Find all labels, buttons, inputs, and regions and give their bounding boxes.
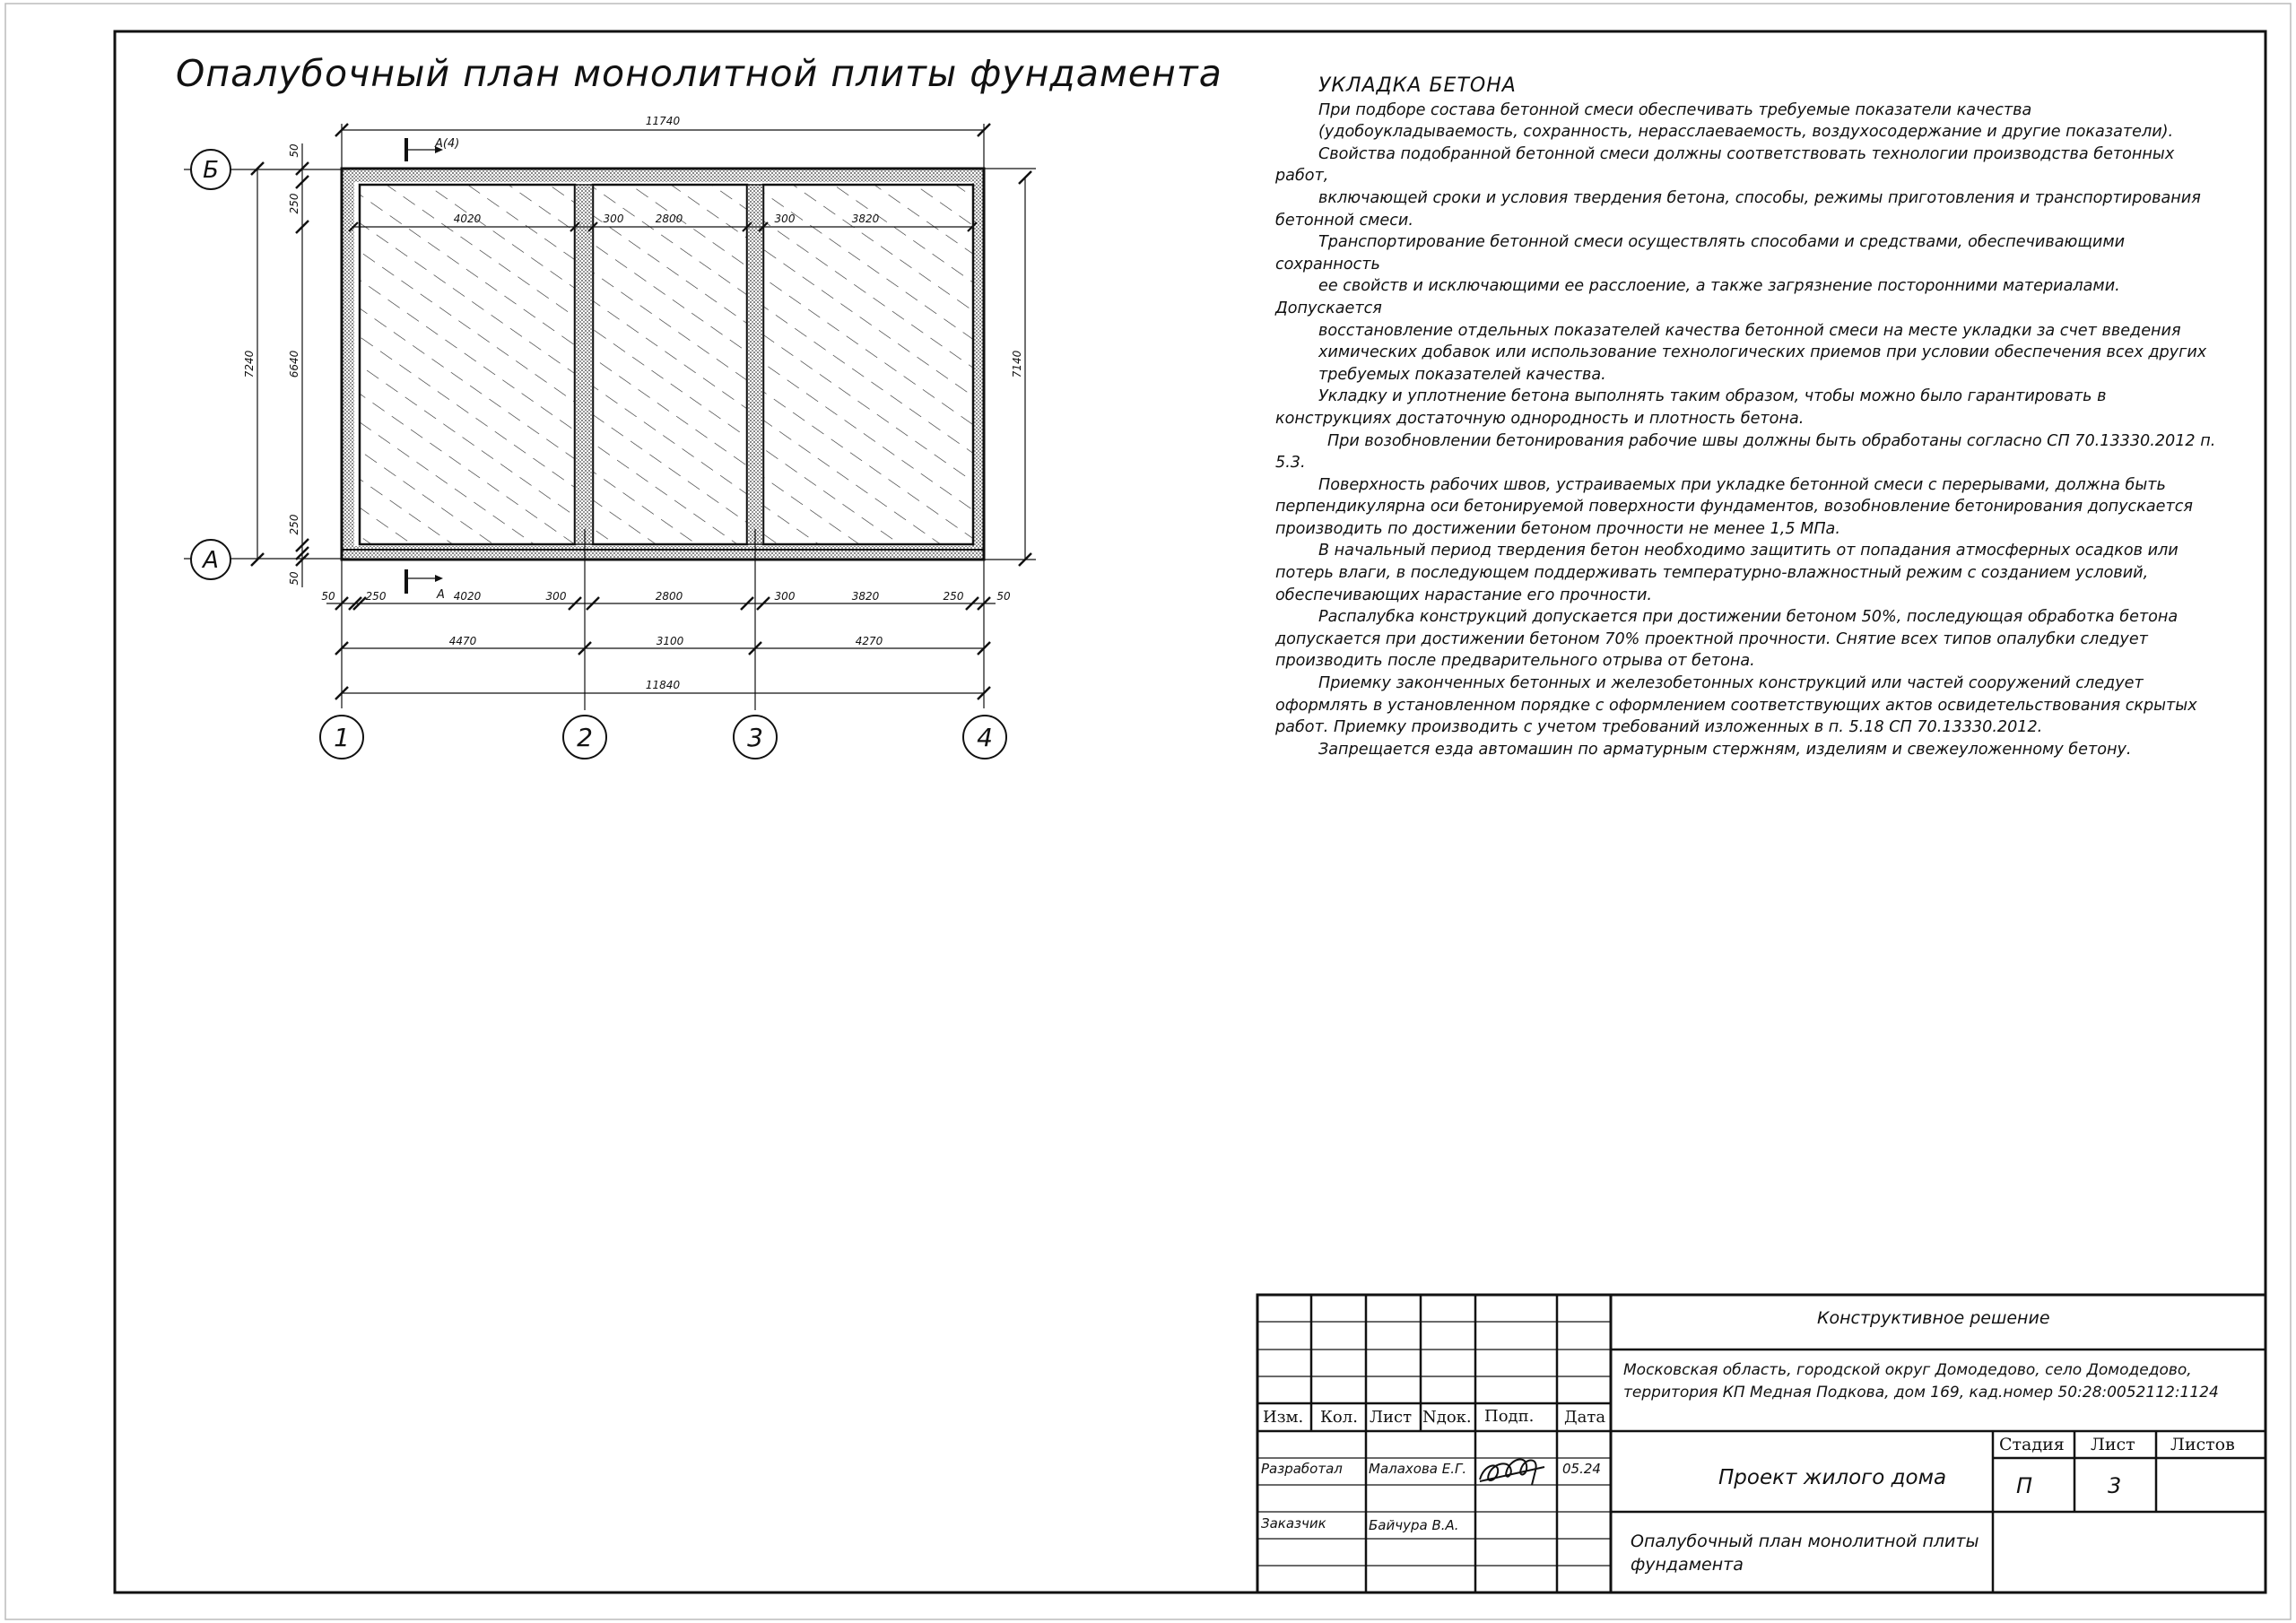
notes-line: восстановление отдельных показателей качества бетонной смеси на месте укладки за счет введения (1318, 321, 2181, 340)
tb-header-data: Дата (1564, 1408, 1606, 1427)
signature (1480, 1459, 1544, 1485)
drawing-title: Опалубочный план монолитной плиты фундамента (176, 52, 1222, 95)
notes-line: При подборе состава бетонной смеси обеспечивать требуемые показатели качества (1318, 100, 2032, 119)
notes-line: 5.3. (1275, 454, 1306, 473)
bay-2 (593, 185, 747, 544)
dim-bottom-8: 250 (943, 590, 964, 603)
notes-line: оформлять в установленном порядке с оформлением соответствующих актов освидетельствования скрытых (1275, 696, 2197, 715)
dim-inner-top-1: 4020 (453, 213, 482, 225)
notes-line: сохранность (1275, 255, 1380, 273)
dim-left-5: 50 (288, 571, 300, 586)
notes-line: обеспечивающих нарастание его прочности. (1275, 586, 1652, 604)
tb-header-ndok: Nдок. (1422, 1408, 1472, 1427)
dim-bottom-7: 3820 (851, 590, 880, 603)
dim-bottom-2: 250 (365, 590, 387, 603)
tb-customer: Байчура В.А. (1369, 1517, 1459, 1533)
notes-line: химических добавок или использование технологических приемов при условии обеспечения всех других (1318, 343, 2207, 362)
tb-address-2: территория КП Медная Подкова, дом 169, кад.номер 50:28:0052112:1124 (1623, 1384, 2219, 1402)
tb-section: Конструктивное решение (1817, 1308, 2050, 1328)
dim-axes-3-4: 4270 (855, 635, 883, 647)
tb-sheets-header: Листов (2170, 1435, 2235, 1454)
tb-sheet-header: Лист (2091, 1435, 2135, 1454)
dim-axes-2-3: 3100 (656, 635, 684, 647)
section-mark-top: А(4) (435, 137, 460, 151)
notes-line: Поверхность рабочих швов, устраиваемых при укладке бетонной смеси с перерывами, должна быть (1318, 475, 2166, 494)
bay-3 (763, 185, 973, 544)
notes-line: При возобновлении бетонирования рабочие швы должны быть обработаны согласно СП 70.13330.2012 п. (1327, 431, 2216, 450)
dim-bottom-6: 300 (774, 590, 796, 603)
tb-developer: Малахова Е.Г. (1369, 1461, 1467, 1477)
notes-line: требуемых показателей качества. (1318, 365, 1606, 384)
tb-project: Проект жилого дома (1718, 1466, 1947, 1489)
notes-line: В начальный период твердения бетон необходимо защитить от попадания атмосферных осадков или (1318, 542, 2179, 560)
notes-line: допускается при достижении бетоном 70% проектной прочности. Снятие всех типов опалубки следует (1275, 629, 2148, 648)
notes-line: Транспортирование бетонной смеси осуществлять способами и средствами, обеспечивающими (1318, 233, 2126, 252)
axis-label-4: 4 (977, 723, 993, 752)
concrete-notes (1275, 75, 2226, 760)
dim-bottom-overall: 11840 (645, 679, 681, 691)
notes-line: потерь влаги, в последующем поддерживать температурно-влажностный режим с созданием условий, (1275, 564, 2149, 583)
tb-header-podp: Подп. (1484, 1407, 1535, 1426)
axis-label-b: Б (203, 157, 219, 184)
tb-header-kol: Кол. (1320, 1408, 1358, 1427)
rib-2 (575, 185, 593, 544)
tb-address-1: Московская область, городской округ Домодедово, село Домодедово, (1623, 1361, 2192, 1379)
tb-header-list: Лист (1370, 1408, 1413, 1427)
notes-line: производить после предварительного отрыва от бетона. (1275, 652, 1755, 671)
notes-line: Приемку законченных бетонных и железобетонных конструкций или частей сооружений следует (1318, 674, 2144, 693)
notes-heading: УКЛАДКА БЕТОНА (1318, 74, 1517, 97)
notes-line: бетонной смеси. (1275, 211, 1413, 230)
notes-line: работ, (1275, 167, 1329, 186)
dim-bottom-1: 50 (321, 590, 335, 603)
notes-line: Запрещается езда автомашин по арматурным стержням, изделиям и свежеуложенному бетону. (1318, 740, 2132, 759)
dim-bottom-3: 4020 (453, 590, 482, 603)
tb-drawing-name-2: фундамента (1631, 1555, 1744, 1575)
axis-label-3: 3 (747, 723, 763, 752)
notes-line: Свойства подобранной бетонной смеси должны соответствовать технологии производства бетонных (1318, 144, 2175, 163)
dim-top-overall: 11740 (645, 115, 681, 127)
tb-date: 05.24 (1562, 1461, 1601, 1477)
dim-left-3: 6640 (288, 350, 300, 378)
notes-line: включающей сроки и условия твердения бетона, способы, режимы приготовления и транспортирования (1318, 188, 2201, 207)
notes-line: работ. Приемку производить с учетом требований изложенных в п. 5.18 СП 70.13330.2012. (1275, 718, 2043, 737)
rib-3 (747, 185, 763, 544)
tb-stage-header: Стадия (1999, 1435, 2065, 1454)
tb-header-izm: Изм. (1263, 1408, 1304, 1427)
dim-bottom-4: 300 (545, 590, 567, 603)
dim-inner-top-3: 2800 (655, 213, 683, 225)
dim-left-overall: 7240 (243, 350, 256, 378)
dim-inner-top-2: 300 (603, 213, 624, 225)
tb-drawing-name-1: Опалубочный план монолитной плиты (1631, 1532, 1979, 1551)
dim-inner-top-4: 300 (774, 213, 796, 225)
dim-left-1: 50 (288, 143, 300, 158)
notes-line: производить по достижении бетоном прочности не менее 1,5 МПа. (1275, 519, 1840, 538)
section-mark-bottom: А (437, 588, 445, 602)
notes-line: Допускается (1275, 299, 1382, 317)
tb-stage: П (2016, 1473, 2033, 1498)
tb-customer-label: Заказчик (1261, 1515, 1326, 1532)
notes-line: Укладку и уплотнение бетона выполнять таким образом, чтобы можно было гарантировать в (1318, 387, 2107, 406)
dim-left-2: 250 (288, 193, 300, 214)
bay-1 (360, 185, 575, 544)
tb-sheet: 3 (2108, 1473, 2122, 1498)
dim-axes-1-2: 4470 (448, 635, 477, 647)
foundation-plan (184, 115, 1036, 759)
dim-inner-top-5: 3820 (851, 213, 880, 225)
dim-right: 7140 (1011, 350, 1023, 378)
notes-line: ее свойств и исключающими ее расслоение, а также загрязнение посторонними материалами. (1318, 277, 2120, 296)
notes-body (1275, 100, 2226, 761)
axis-label-2: 2 (577, 723, 593, 752)
notes-line: Распалубка конструкций допускается при достижении бетоном 50%, последующая обработка бетона (1318, 608, 2179, 627)
notes-line: конструкциях достаточную однородность и плотность бетона. (1275, 409, 1805, 428)
notes-line: перпендикулярна оси бетонируемой поверхности фундаментов, возобновление бетонирования допускается (1275, 498, 2193, 516)
notes-line: (удобоукладываемость, сохранность, нерасслаеваемость, воздухосодержание и другие показатели). (1318, 123, 2174, 142)
dim-bottom-9: 50 (996, 590, 1011, 603)
dim-left-4: 250 (288, 514, 300, 535)
axis-label-1: 1 (334, 723, 350, 752)
axis-label-a: А (203, 547, 219, 574)
tb-developed-label: Разработал (1261, 1461, 1343, 1477)
dim-bottom-5: 2800 (655, 590, 683, 603)
